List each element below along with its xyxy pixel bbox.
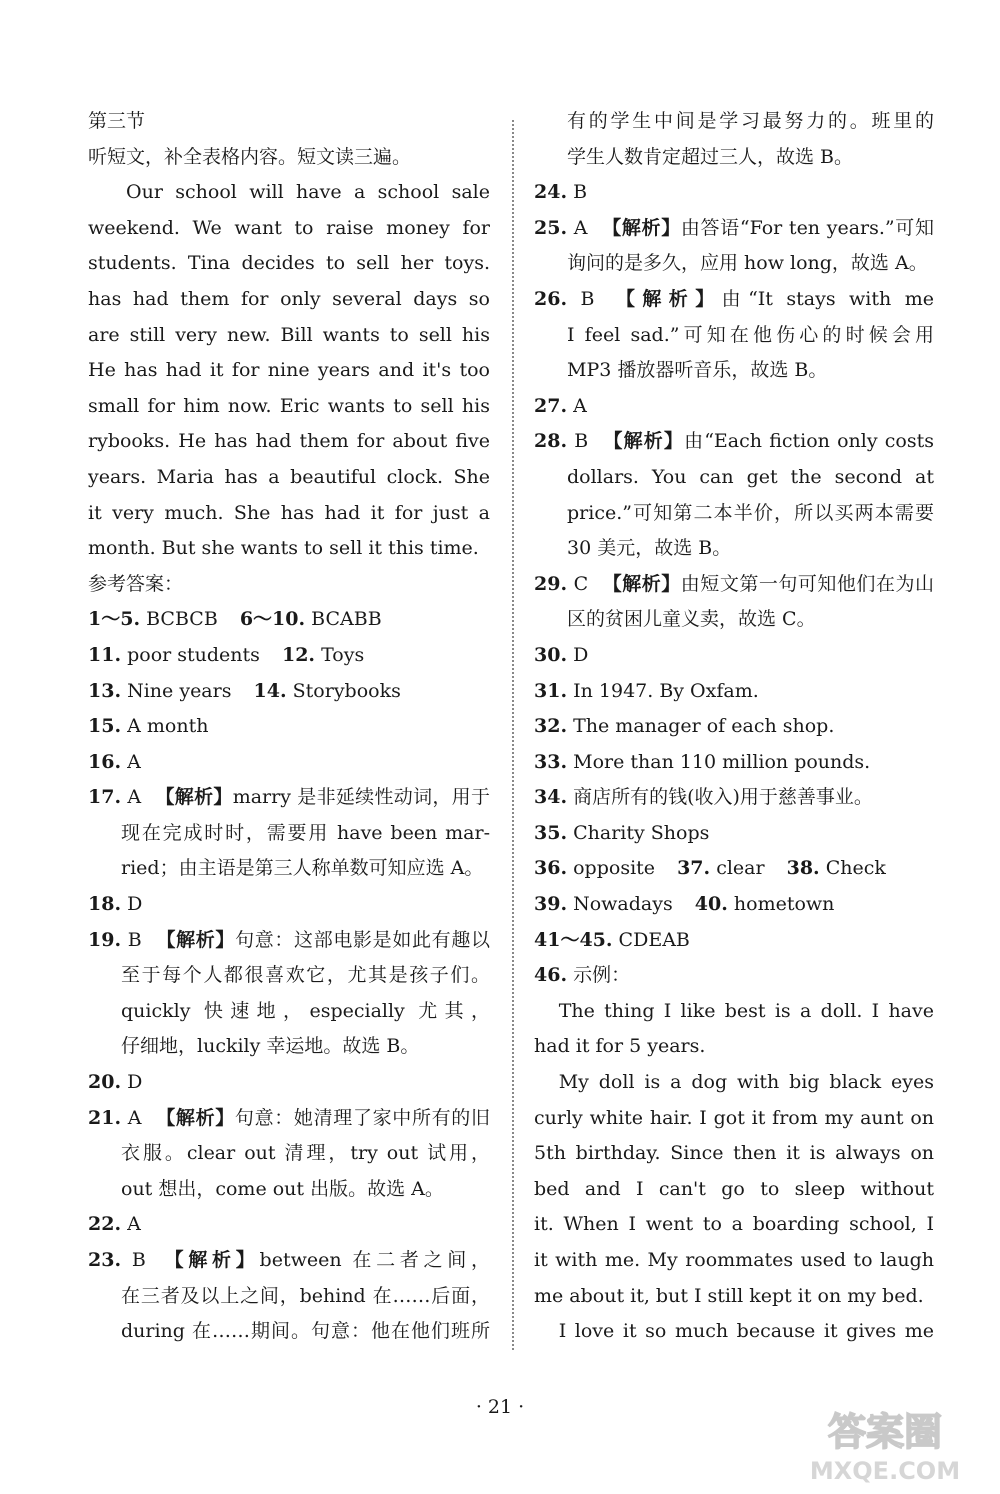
analysis-text: marry 是非延续性动词，用于: [232, 786, 490, 809]
answer-text: Storybooks: [292, 679, 401, 702]
answer-number: 40.: [694, 893, 728, 916]
answer-number: 39.: [534, 893, 568, 916]
answer-item: [534, 958, 934, 994]
answer-text: BCBCB: [146, 608, 218, 631]
answer-item: [534, 674, 934, 710]
answer-text: 商店所有的钱(收入)用于慈善事业。: [573, 786, 873, 809]
analysis-text: between 在二者之间，: [259, 1249, 490, 1271]
analysis-text: 句意：这部电影是如此有趣以: [235, 928, 490, 951]
analysis-text: 由“It stays with me: [721, 287, 934, 310]
answer-item: [534, 816, 934, 852]
answer-item: [534, 780, 934, 816]
analysis-tag: 【解析】: [602, 572, 681, 595]
analysis-line: dollars. You can get the second at: [567, 465, 934, 488]
answer-item: [534, 638, 934, 674]
answer-number: 27.: [534, 394, 568, 417]
analysis-text: 由答语“For ten years.”可知: [680, 216, 934, 239]
answer-number: 37.: [677, 857, 711, 880]
answer-number: 17.: [88, 786, 122, 809]
analysis-line: ried；由主语是第三人称单数可知应选 A。: [121, 857, 484, 880]
analysis-line: I feel sad.”可知在他伤心的时候会用: [567, 323, 934, 346]
answer-text: D: [573, 643, 589, 666]
passage-line: weekend. We want to raise money for: [88, 216, 490, 239]
answer-item: [534, 923, 934, 959]
answer-number: 12.: [281, 643, 316, 666]
answer-item: [534, 709, 934, 745]
answer-text: B: [580, 287, 595, 310]
passage-line: Our school will have a school sale: [126, 181, 490, 204]
answer-text: Nowadays: [573, 893, 673, 916]
answer-text: A: [127, 750, 141, 773]
answer-item: [88, 1207, 490, 1243]
answer-number: 28.: [534, 430, 568, 453]
analysis-text: 由短文第一句可知他们在为山: [680, 572, 934, 595]
answer-text: Check: [825, 857, 886, 880]
analysis-line: 衣服。clear out 清理，try out 试用，: [121, 1142, 490, 1165]
analysis-line: 仔细地，luckily 幸运地。故选 B。: [121, 1035, 420, 1058]
answer-text: B: [127, 928, 142, 951]
essay-line: I love it so much because it gives me: [558, 1320, 934, 1343]
watermark-logo: [783, 1401, 988, 1486]
answer-number: 6～10.: [239, 608, 306, 631]
answer-text: poor students: [127, 643, 260, 666]
answer-item: [88, 674, 490, 710]
analysis-tag: 【解析】: [603, 430, 685, 453]
passage-line: small for him now. Eric wants to sell his: [88, 394, 490, 417]
answer-text: hometown: [733, 893, 835, 916]
analysis-tag: 【解析】: [156, 1106, 235, 1129]
answer-number: 21.: [88, 1106, 122, 1129]
essay-line: it with me. My roommates used to laugh: [534, 1249, 934, 1271]
analysis-line: price.”可知第二本半价，所以买两本需要: [567, 501, 934, 524]
answer-number: 13.: [88, 679, 122, 702]
analysis-tag: 【解析】: [602, 216, 681, 239]
analysis-tag: 【解析】: [615, 287, 722, 310]
analysis-line: 询问的是多久，应用 how long，故选 A。: [567, 252, 928, 275]
answers-label: 参考答案：: [88, 572, 184, 595]
listening-instruction: 听短文，补全表格内容。短文读三遍。: [88, 145, 412, 168]
answer-number: 41～45.: [534, 928, 613, 951]
answer-text: opposite: [573, 857, 656, 880]
answer-number: 22.: [88, 1213, 122, 1236]
answer-text: A: [127, 1106, 142, 1129]
passage-line: He has had it for nine years and it's too: [88, 359, 490, 382]
passage-line: are still very new. Bill wants to sell his: [88, 323, 490, 346]
answer-item: [88, 709, 490, 745]
column-divider: [512, 120, 514, 1350]
answer-number: 14.: [253, 679, 287, 702]
answer-number: 30.: [534, 643, 568, 666]
answer-text: The manager of each shop.: [573, 715, 835, 738]
answer-text: C: [573, 572, 589, 595]
answer-text: B: [573, 181, 588, 204]
passage-line: rybooks. He has had them for about five: [88, 430, 490, 453]
answer-number: 36.: [534, 857, 568, 880]
answer-text: 示例：: [573, 964, 631, 987]
answer-number: 23.: [88, 1249, 122, 1271]
passage-line: years. Maria has a beautiful clock. She: [88, 465, 490, 488]
answer-item: [534, 389, 934, 425]
essay-line: The thing I like best is a doll. I have: [558, 999, 934, 1022]
answer-number: 19.: [88, 928, 122, 951]
passage-line: it very much. She has had it for just a: [88, 501, 490, 524]
answer-text: A: [573, 216, 588, 239]
answer-text: D: [127, 893, 143, 916]
answer-text: A month: [127, 715, 209, 738]
analysis-text: 句意：她清理了家中所有的旧: [234, 1106, 490, 1129]
answer-number: 16.: [88, 750, 122, 773]
analysis-line: 有的学生中间是学习最努力的。班里的: [567, 110, 934, 132]
answer-item: [534, 282, 934, 318]
answer-number: 1～5.: [88, 608, 141, 631]
left-column: [88, 104, 490, 1350]
answer-text: BCABB: [311, 608, 382, 631]
answer-item: [534, 175, 934, 211]
analysis-tag: 【解析】: [156, 928, 236, 951]
essay-line: 5th birthday. Since then it is always on: [534, 1142, 934, 1165]
passage-line: month. But she wants to sell it this time.: [88, 537, 479, 560]
answer-text: D: [127, 1071, 143, 1094]
essay-line: it. When I went to a boarding school, I: [534, 1213, 934, 1236]
analysis-line: MP3 播放器听音乐，故选 B。: [567, 359, 828, 382]
answer-number: 31.: [534, 679, 568, 702]
passage-line: has had them for only several days so: [88, 287, 490, 310]
answer-number: 32.: [534, 715, 568, 738]
answer-item: [534, 424, 934, 460]
analysis-text: 由“Each fiction only costs: [684, 430, 934, 453]
answer-item: [534, 745, 934, 781]
answer-number: 15.: [88, 715, 122, 738]
answer-number: 24.: [534, 181, 568, 204]
answer-item: [88, 602, 490, 638]
page-number: · 21 ·: [475, 1396, 525, 1418]
answer-item: [88, 1101, 490, 1137]
answer-text: A: [127, 786, 142, 809]
analysis-line: 至于每个人都很喜欢它，尤其是孩子们。: [121, 964, 490, 987]
answer-item: [534, 887, 934, 923]
answer-item: [88, 1243, 490, 1279]
answer-text: B: [574, 430, 589, 453]
answer-number: 35.: [534, 821, 568, 844]
answer-text: A: [573, 394, 587, 417]
answer-text: clear: [716, 857, 765, 880]
passage-line: students. Tina decides to sell her toys.: [88, 252, 490, 275]
answer-number: 34.: [534, 786, 568, 809]
answer-text: Nine years: [127, 679, 232, 702]
answer-number: 25.: [534, 216, 568, 239]
analysis-line: quickly 快速地，especially 尤其，: [121, 999, 490, 1022]
answer-number: 46.: [534, 964, 568, 987]
analysis-line: 学生人数肯定超过三人，故选 B。: [567, 145, 854, 168]
answer-item: [534, 851, 934, 887]
answer-number: 26.: [534, 287, 568, 310]
analysis-line: out 想出，come out 出版。故选 A。: [121, 1177, 444, 1200]
analysis-line: during 在……期间。句意：他在他们班所: [121, 1320, 490, 1343]
answer-number: 11.: [88, 643, 122, 666]
answer-text: A: [127, 1213, 141, 1236]
answer-number: 18.: [88, 893, 122, 916]
essay-line: curly white hair. I got it from my aunt on: [534, 1106, 934, 1129]
answer-item: [88, 638, 490, 674]
answer-item: [88, 887, 490, 923]
answer-text: Charity Shops: [573, 821, 710, 844]
answer-text: CDEAB: [618, 928, 690, 951]
analysis-line: 现在完成时时，需要用 have been mar-: [121, 821, 490, 844]
answer-number: 20.: [88, 1071, 122, 1094]
watermark-url: MXQE.COM: [809, 1457, 961, 1485]
answer-item: [88, 780, 490, 816]
answer-item: [534, 211, 934, 247]
analysis-tag: 【解析】: [164, 1249, 260, 1271]
answer-text: In 1947. By Oxfam.: [573, 679, 759, 702]
section-title: 第三节: [88, 110, 146, 132]
analysis-line: 30 美元，故选 B。: [567, 537, 732, 560]
watermark-text: 答案圈: [827, 1410, 943, 1454]
answer-item: [88, 745, 490, 781]
answer-item: [88, 1065, 490, 1101]
answer-number: 29.: [534, 572, 568, 595]
essay-line: My doll is a dog with big black eyes: [558, 1071, 934, 1094]
answer-text: Toys: [321, 643, 365, 666]
answer-text: More than 110 million pounds.: [573, 750, 871, 773]
analysis-line: 区的贫困儿童义卖，故选 C。: [567, 608, 816, 631]
answer-item: [534, 567, 934, 603]
answer-item: [88, 923, 490, 959]
answer-text: B: [131, 1249, 146, 1271]
right-column: [534, 104, 934, 1350]
answer-number: 38.: [786, 857, 820, 880]
essay-line: had it for 5 years.: [534, 1035, 706, 1058]
essay-line: me about it, but I still kept it on my bed.: [534, 1284, 924, 1307]
analysis-tag: 【解析】: [155, 786, 233, 809]
answer-number: 33.: [534, 750, 568, 773]
analysis-line: 在三者及以上之间，behind 在……后面，: [121, 1284, 490, 1307]
essay-line: bed and I can't go to sleep without: [534, 1177, 934, 1200]
